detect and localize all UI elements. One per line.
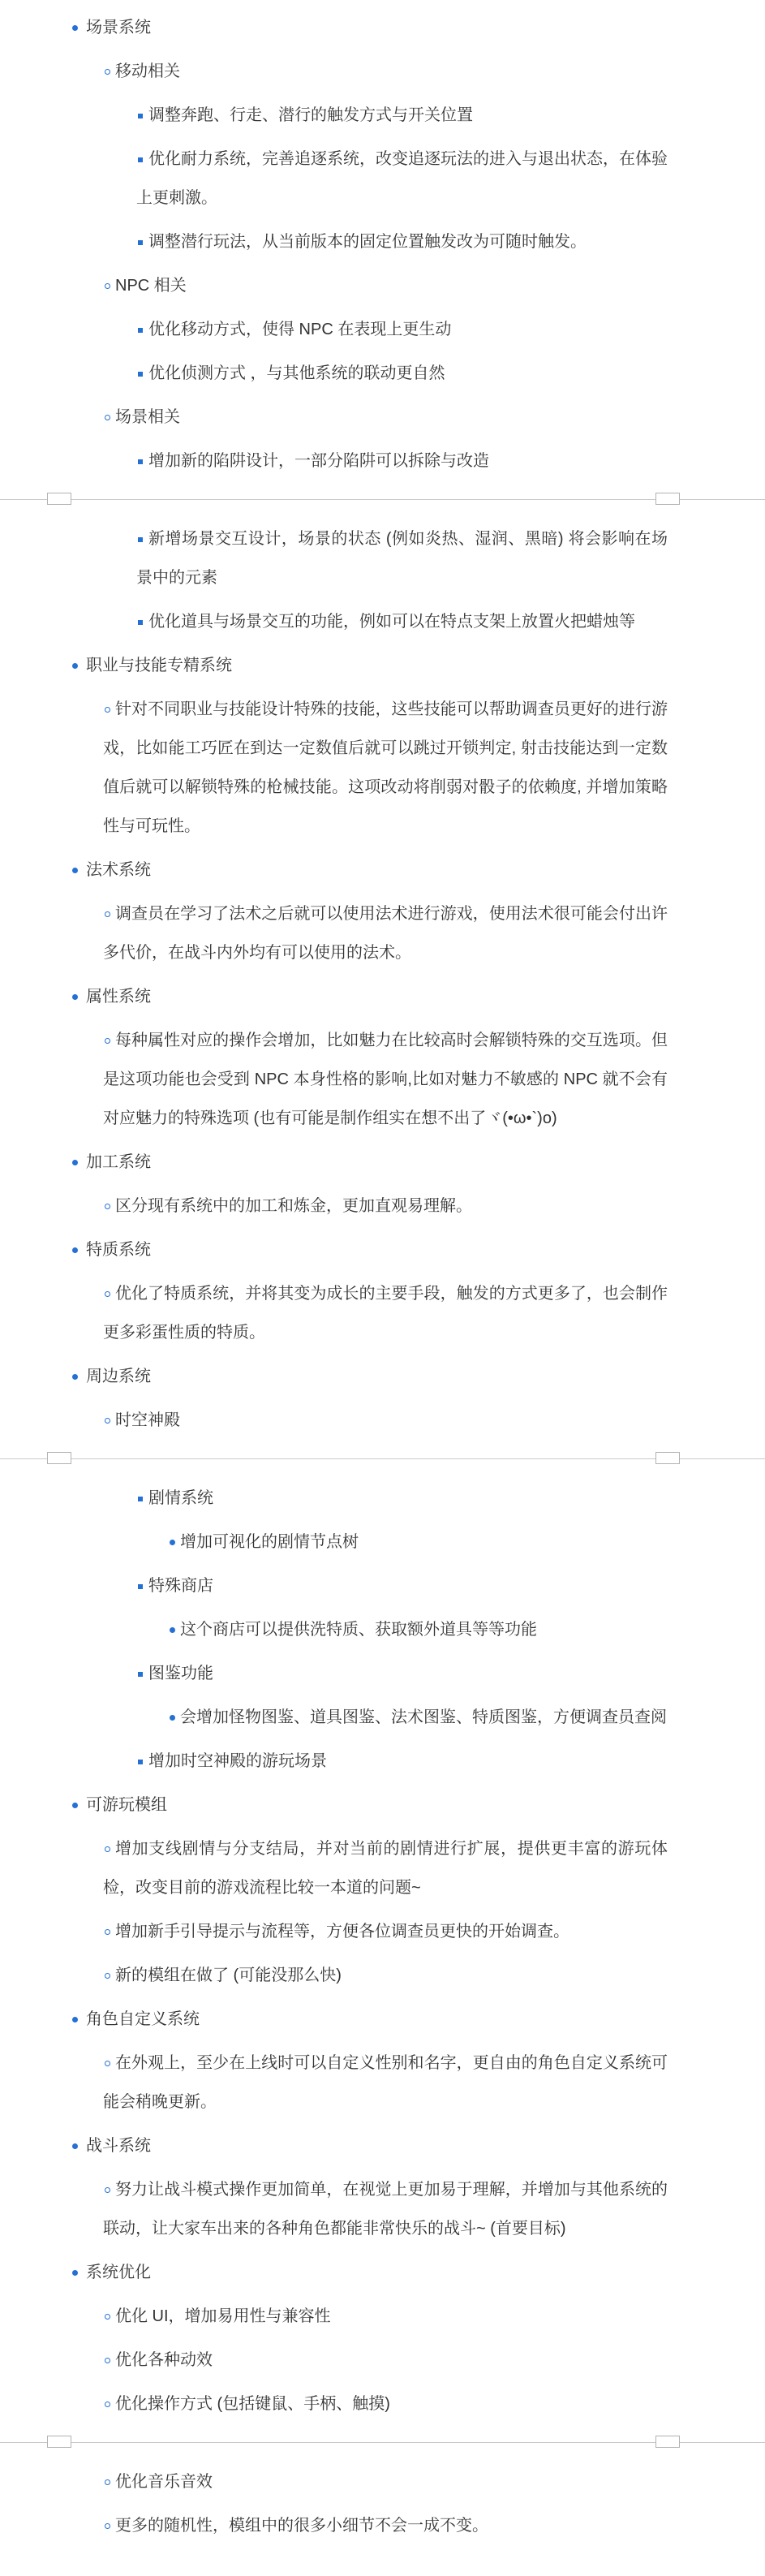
list-item <box>0 1523 765 1562</box>
list-item <box>0 1829 765 1907</box>
list-item-text: 剧情系统 <box>148 1489 213 1507</box>
list-item <box>0 140 765 218</box>
list-item-text: 努力让战斗模式操作更加简单，在视觉上更加易于理解，并增加与其他系统的联动，让大家车出来的各种角色都能非常快乐的战斗~ (首要目标) <box>103 2181 668 2238</box>
list-item <box>0 1187 765 1226</box>
page-margin-mark <box>655 493 680 505</box>
list-item-text: 更多的随机性，模组中的很多小细节不会一成不变。 <box>115 2517 488 2535</box>
list-item <box>0 1698 765 1737</box>
circle-bullet-icon <box>105 2402 110 2407</box>
list-item-text: 优化 UI，增加易用性与兼容性 <box>115 2307 331 2325</box>
list-item-text: 调查员在学习了法术之后就可以使用法术进行游戏，使用法术很可能会付出许多代价，在战斗内外均有可以使用的法术。 <box>103 905 668 962</box>
list-item-text: 角色自定义系统 <box>86 2010 200 2028</box>
list-item-text: 周边系统 <box>86 1368 151 1385</box>
disc-bullet-icon <box>170 1627 175 1633</box>
circle-bullet-icon <box>105 1973 110 1979</box>
list-item <box>0 1021 765 1138</box>
circle-bullet-icon <box>105 1038 110 1044</box>
list-item-text: 优化了特质系统，并将其变为成长的主要手段，触发的方式更多了，也会制作更多彩蛋性质的特质。 <box>103 1285 668 1342</box>
list-item-text: 这个商店可以提供洗特质、获取额外道具等等功能 <box>180 1621 537 1639</box>
list-item <box>0 398 765 437</box>
list-item-text: 优化移动方式，使得 NPC 在表现上更生动 <box>148 321 452 338</box>
list-item-text: 增加新手引导提示与流程等，方便各位调查员更快的开始调查。 <box>115 1923 569 1941</box>
disc-bullet-icon <box>72 1803 78 1808</box>
square-bullet-icon <box>138 114 143 118</box>
list-item <box>0 310 765 349</box>
list-item <box>0 977 765 1016</box>
circle-bullet-icon <box>105 707 110 713</box>
disc-bullet-icon <box>72 1247 78 1253</box>
list-item <box>0 2170 765 2248</box>
list-item-text: 可游玩模组 <box>86 1796 167 1814</box>
circle-bullet-icon <box>105 2479 110 2485</box>
square-bullet-icon <box>138 372 143 377</box>
disc-bullet-icon <box>72 1374 78 1380</box>
list-item <box>0 1274 765 1352</box>
list-item <box>0 1956 765 1995</box>
list-item <box>0 1479 765 1518</box>
square-bullet-icon <box>138 157 143 162</box>
list-item <box>0 519 765 597</box>
list-item <box>0 1786 765 1824</box>
page-break <box>0 1445 765 1472</box>
list-item <box>0 1654 765 1693</box>
list-item-text: 增加可视化的剧情节点树 <box>180 1533 359 1551</box>
list-item-text: 优化音乐音效 <box>115 2473 213 2491</box>
list-item <box>0 2506 765 2545</box>
list-item-text: 每种属性对应的操作会增加，比如魅力在比较高时会解锁特殊的交互选项。但是这项功能也会受到 NPC 本身性格的影响,比如对魅力不敏感的 NPC 就不会有对应魅力的特殊选项 (也有可能是制作组实在想不出了ヾ(•ω•`)o) <box>103 1032 668 1127</box>
disc-bullet-icon <box>170 1540 175 1545</box>
circle-bullet-icon <box>105 2314 110 2320</box>
list-item-text: 场景相关 <box>115 408 180 426</box>
list-item <box>0 1357 765 1396</box>
list-item-text: 优化耐力系统，完善追逐系统，改变追逐玩法的进入与退出状态，在体验上更刺激。 <box>136 150 668 207</box>
square-bullet-icon <box>138 459 143 464</box>
page-margin-mark <box>655 2436 680 2448</box>
list-item-text: 增加支线剧情与分支结局，并对当前的剧情进行扩展，提供更丰富的游玩体检，改变目前的游戏流程比较一本道的问题~ <box>103 1840 668 1897</box>
list-item <box>0 2044 765 2122</box>
list-item <box>0 2000 765 2039</box>
list-item <box>0 646 765 685</box>
list-item <box>0 1143 765 1182</box>
disc-bullet-icon <box>72 868 78 873</box>
list-item-text: 场景系统 <box>86 19 151 37</box>
list-item <box>0 1230 765 1269</box>
list-item-text: 优化道具与场景交互的功能，例如可以在特点支架上放置火把蜡烛等 <box>148 613 635 631</box>
page-break <box>0 2428 765 2456</box>
disc-bullet-icon <box>72 2143 78 2149</box>
list-item <box>0 442 765 480</box>
square-bullet-icon <box>138 1760 143 1764</box>
list-item-text: 职业与技能专精系统 <box>86 657 232 674</box>
list-item-text: 战斗系统 <box>86 2137 151 2155</box>
list-item-text: 新增场景交互设计，场景的状态 (例如炎热、湿润、黑暗) 将会影响在场景中的元素 <box>136 530 668 587</box>
list-item <box>0 1742 765 1781</box>
square-bullet-icon <box>138 537 143 542</box>
list-item-text: 特质系统 <box>86 1241 151 1259</box>
list-item-text: 法术系统 <box>86 861 151 879</box>
circle-bullet-icon <box>105 2523 110 2529</box>
list-item <box>0 894 765 972</box>
circle-bullet-icon <box>105 415 110 420</box>
circle-bullet-icon <box>105 1846 110 1852</box>
circle-bullet-icon <box>105 1418 110 1424</box>
list-item-text: 增加时空神殿的游玩场景 <box>148 1752 327 1770</box>
disc-bullet-icon <box>72 994 78 1000</box>
list-item-text: 优化操作方式 (包括键鼠、手柄、触摸) <box>115 2395 390 2413</box>
circle-bullet-icon <box>105 1204 110 1209</box>
list-item <box>0 1912 765 1951</box>
list-item <box>0 222 765 261</box>
list-item-text: 系统优化 <box>86 2264 151 2281</box>
square-bullet-icon <box>138 620 143 625</box>
circle-bullet-icon <box>105 1929 110 1935</box>
list-item <box>0 690 765 846</box>
disc-bullet-icon <box>72 25 78 31</box>
list-item-text: 新的模组在做了 (可能没那么快) <box>115 1966 342 1984</box>
circle-bullet-icon <box>105 1291 110 1297</box>
disc-bullet-icon <box>170 1715 175 1721</box>
list-item <box>0 602 765 641</box>
circle-bullet-icon <box>105 283 110 289</box>
page-break-line <box>0 499 765 500</box>
outline-list <box>0 8 765 2545</box>
disc-bullet-icon <box>72 2017 78 2022</box>
list-item-text: 优化侦测方式 ，与其他系统的联动更自然 <box>148 364 445 382</box>
list-item-text: 属性系统 <box>86 988 151 1006</box>
circle-bullet-icon <box>105 69 110 75</box>
page-break-line <box>0 2442 765 2443</box>
list-item <box>0 354 765 393</box>
list-item-text: 图鉴功能 <box>148 1665 213 1682</box>
square-bullet-icon <box>138 1672 143 1677</box>
list-item <box>0 2384 765 2423</box>
list-item <box>0 851 765 890</box>
list-item <box>0 96 765 135</box>
list-item <box>0 2253 765 2292</box>
list-item-text: 调整潜行玩法，从当前版本的固定位置触发改为可随时触发。 <box>148 233 587 251</box>
list-item <box>0 2341 765 2380</box>
circle-bullet-icon <box>105 2061 110 2066</box>
page-margin-mark <box>47 1452 71 1464</box>
list-item-text: 移动相关 <box>115 62 180 80</box>
list-item <box>0 266 765 305</box>
square-bullet-icon <box>138 1497 143 1501</box>
list-item-text: 优化各种动效 <box>115 2351 213 2369</box>
list-item-text: 调整奔跑、行走、潜行的触发方式与开关位置 <box>148 106 473 124</box>
list-item-text: 加工系统 <box>86 1153 151 1171</box>
list-item-text: 会增加怪物图鉴、道具图鉴、法术图鉴、特质图鉴，方便调查员查阅 <box>180 1708 667 1726</box>
square-bullet-icon <box>138 1584 143 1589</box>
circle-bullet-icon <box>105 2358 110 2363</box>
list-item <box>0 2126 765 2165</box>
page-margin-mark <box>47 2436 71 2448</box>
list-item <box>0 1566 765 1605</box>
circle-bullet-icon <box>105 2187 110 2193</box>
list-item <box>0 8 765 47</box>
disc-bullet-icon <box>72 663 78 669</box>
list-item <box>0 2462 765 2501</box>
list-item-text: 在外观上，至少在上线时可以自定义性别和名字，更自由的角色自定义系统可能会稍晚更新。 <box>103 2054 668 2111</box>
list-item <box>0 52 765 91</box>
square-bullet-icon <box>138 240 143 245</box>
list-item <box>0 1401 765 1440</box>
list-item-text: 时空神殿 <box>115 1411 180 1429</box>
list-item-text: 针对不同职业与技能设计特殊的技能，这些技能可以帮助调查员更好的进行游戏，比如能工巧匠在到达一定数值后就可以跳过开锁判定, 射击技能达到一定数值后就可以解锁特殊的枪械技能。这项改动将削弱对骰子的依赖度, 并增加策略性与可玩性。 <box>103 700 668 835</box>
page-break-line <box>0 1458 765 1459</box>
list-item-text: 区分现有系统中的加工和炼金，更加直观易理解。 <box>115 1197 472 1215</box>
square-bullet-icon <box>138 328 143 333</box>
page-margin-mark <box>655 1452 680 1464</box>
list-item-text: NPC 相关 <box>115 277 187 295</box>
page-break <box>0 485 765 513</box>
list-item <box>0 1610 765 1649</box>
list-item <box>0 2297 765 2336</box>
disc-bullet-icon <box>72 1160 78 1165</box>
page-margin-mark <box>47 493 71 505</box>
disc-bullet-icon <box>72 2270 78 2276</box>
circle-bullet-icon <box>105 911 110 917</box>
list-item-text: 增加新的陷阱设计，一部分陷阱可以拆除与改造 <box>148 452 489 470</box>
list-item-text: 特殊商店 <box>148 1577 213 1595</box>
